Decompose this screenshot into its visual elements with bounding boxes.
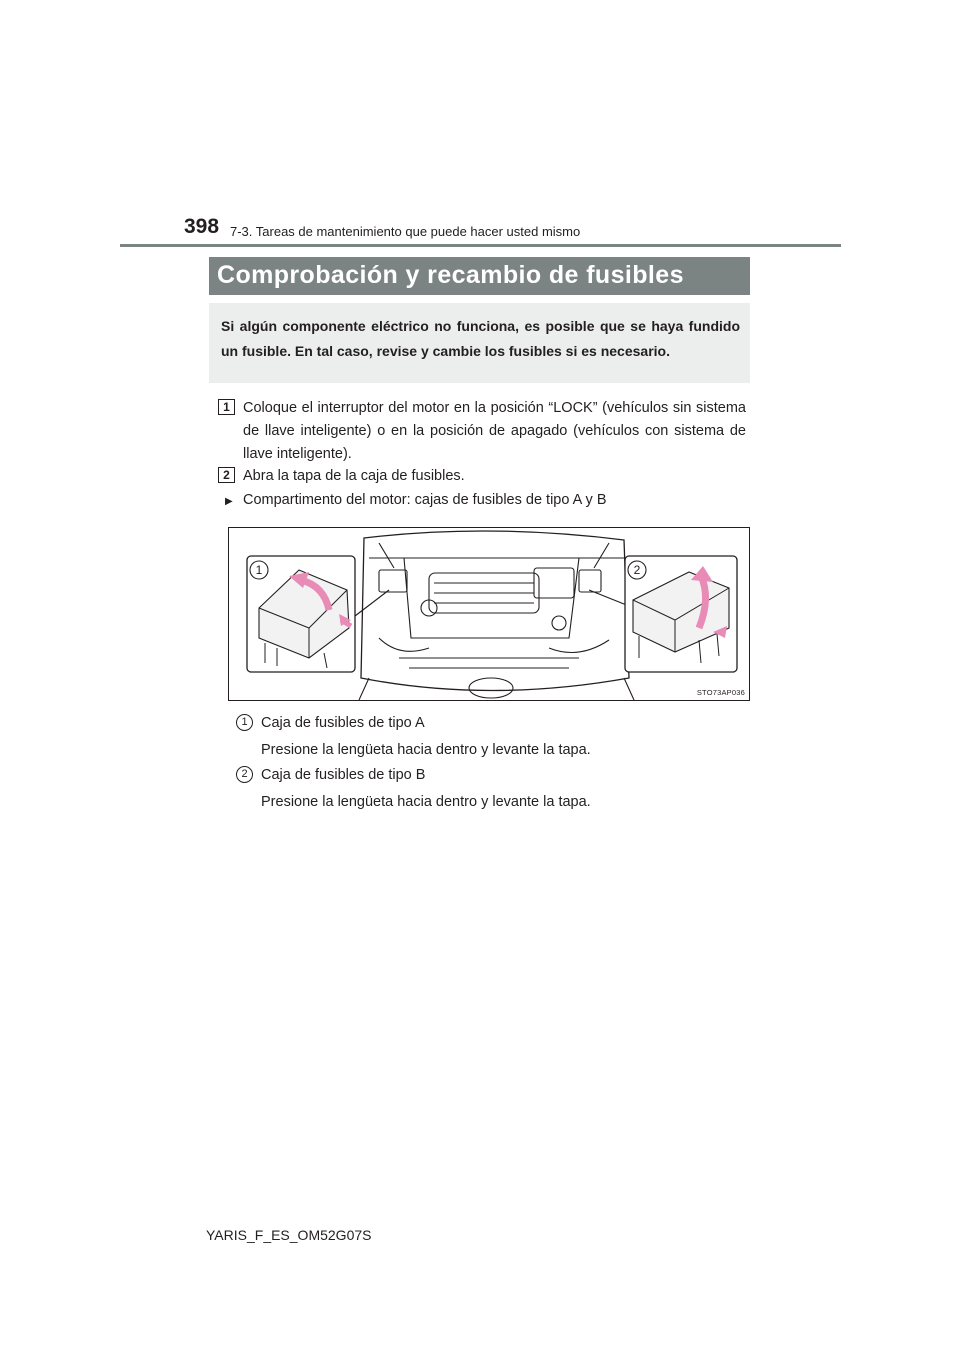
figure-code: STO73AP036 [696, 688, 745, 697]
legend-title-1: Caja de fusibles de tipo A [261, 715, 425, 731]
legend-desc-1: Presione la lengüeta hacia dentro y levante la tapa. [261, 742, 591, 758]
step-text-2: Abra la tapa de la caja de fusibles. [243, 468, 465, 484]
leader-line-right [589, 590, 629, 606]
step-number-1: 1 [218, 399, 235, 415]
engine-fuse-figure [228, 527, 750, 701]
intro-box [209, 303, 750, 383]
legend-number-2: 2 [236, 766, 253, 783]
engine-illustration [229, 528, 749, 700]
legend-number-1: 1 [236, 714, 253, 731]
step-text-1: Coloque el interruptor del motor en la posición “LOCK” (vehículos sin sistema de llave inteligente) o en la posición de apagado (vehículos con sistema de llave inteligente). [243, 400, 746, 462]
section-title: Comprobación y recambio de fusibles [209, 257, 750, 295]
legend-title-2: Caja de fusibles de tipo B [261, 767, 426, 783]
bullet-arrow-icon: ▶ [225, 496, 233, 507]
callout-2: 2 [633, 563, 641, 577]
intro-text: Si algún componente eléctrico no funciona, es posible que se haya fundido un fusible. En tal caso, revise y cambie los fusibles si es necesario. [221, 318, 740, 359]
legend-desc-2: Presione la lengüeta hacia dentro y levante la tapa. [261, 794, 591, 810]
leader-line-left [355, 590, 389, 616]
running-head: 7-3. Tareas de mantenimiento que puede hacer usted mismo [230, 224, 581, 239]
page-number: 398 [184, 215, 220, 238]
step-number-2: 2 [218, 467, 235, 483]
header-rule [120, 244, 841, 247]
engine-bay-drawing [359, 531, 634, 700]
callout-1: 1 [255, 563, 263, 577]
footer-code: YARIS_F_ES_OM52G07S [206, 1227, 372, 1243]
bullet-text: Compartimento del motor: cajas de fusibles de tipo A y B [243, 492, 607, 508]
